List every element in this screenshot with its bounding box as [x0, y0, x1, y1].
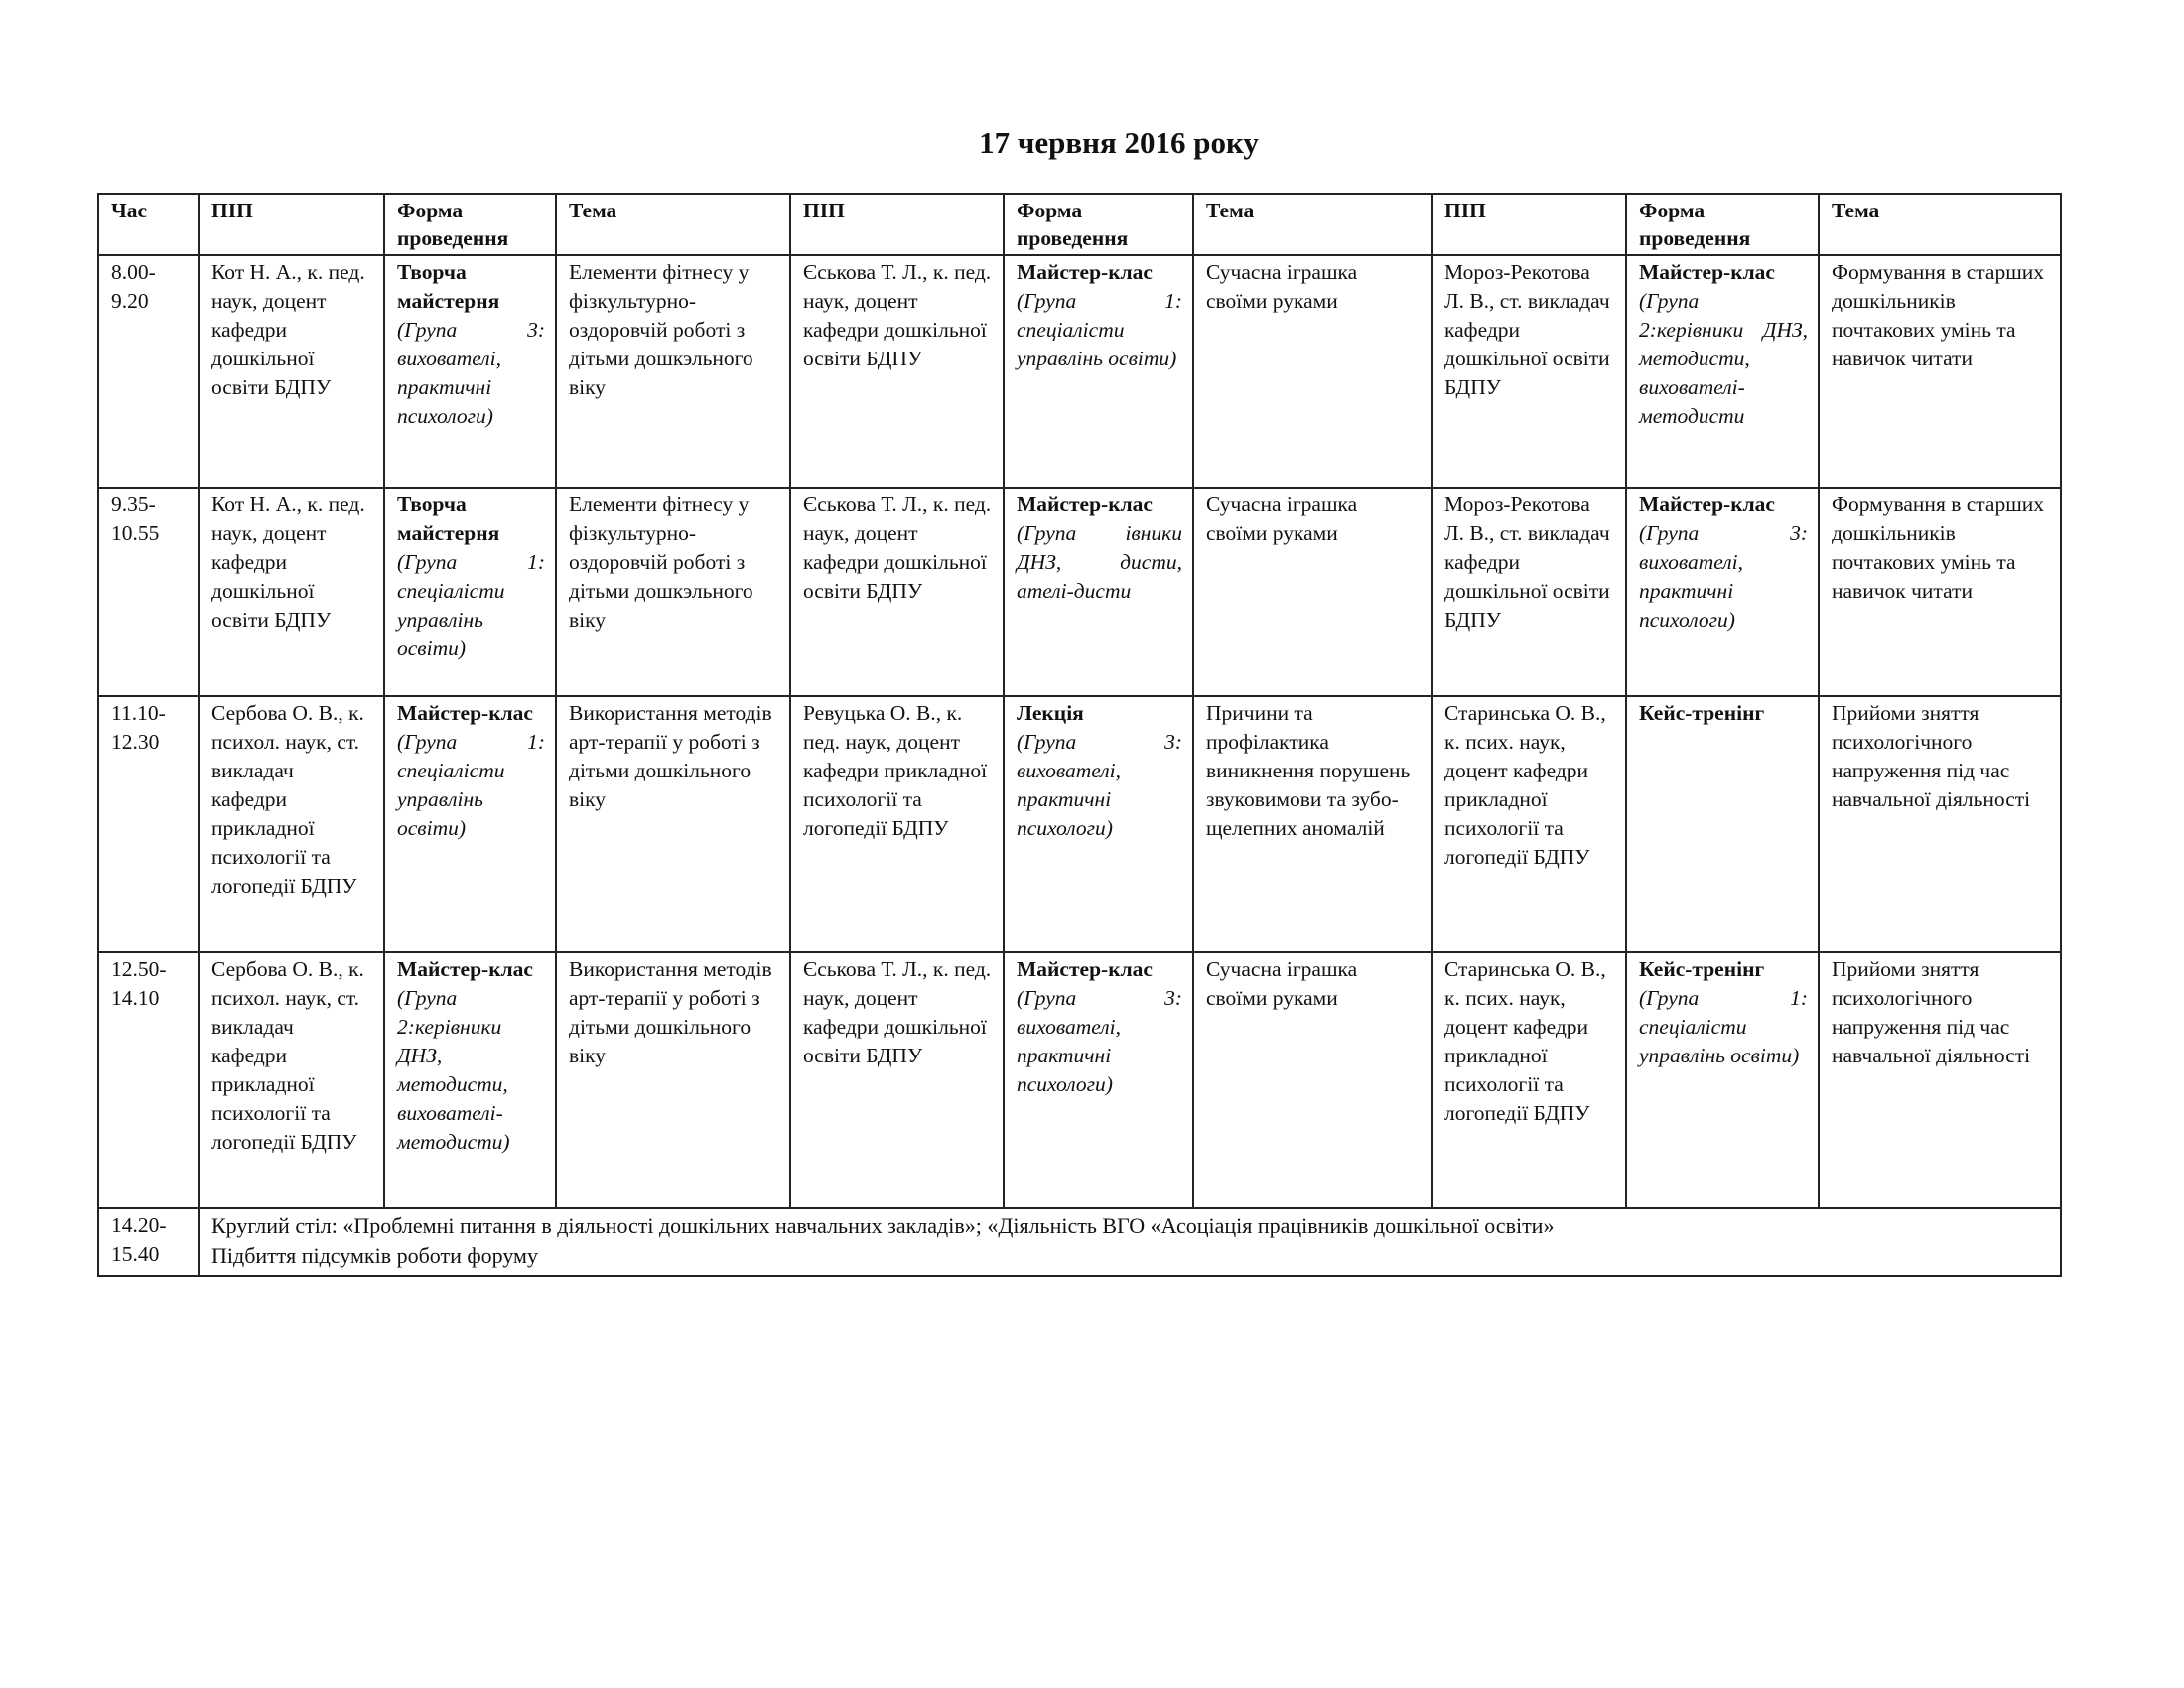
table-row: [98, 255, 2061, 488]
person-cell: Старинська О. В., к. псих. наук, доцент кафедри прикладної психології та логопедії БДПУ: [1432, 696, 1626, 952]
person-cell: Ревуцька О. В., к. пед. наук, доцент кафедри прикладної психології та логопедії БДПУ: [790, 696, 1004, 952]
person-cell: Старинська О. В., к. псих. наук, доцент кафедри прикладної психології та логопедії БДПУ: [1432, 952, 1626, 1208]
topic-cell: Прийоми зняття психологічного напруження під час навчальної діяльності: [1819, 952, 2061, 1208]
form-cell: [1004, 696, 1193, 952]
form-label: Майстер-клас: [1639, 492, 1775, 516]
header-row: [98, 194, 2061, 255]
header-cell: ПІП: [199, 194, 384, 255]
topic-cell: Елементи фітнесу у фізкультурно-оздоровчій роботі з дітьми дошкэльного віку: [556, 255, 790, 488]
group-label: (Група 2:керівники ДНЗ, методисти, вихователі-методисти): [397, 986, 510, 1154]
header-cell: Форма проведення: [1626, 194, 1819, 255]
group-label: (Група 1: спеціалісти управлінь освіти): [1639, 986, 1808, 1067]
person-cell: Мороз-Рекотова Л. В., ст. викладач кафедри дошкільної освіти БДПУ: [1432, 488, 1626, 696]
topic-cell: Використання методів арт-терапії у роботі з дітьми дошкільного віку: [556, 952, 790, 1208]
person-cell: Єськова Т. Л., к. пед. наук, доцент кафедри дошкільної освіти БДПУ: [790, 488, 1004, 696]
topic-cell: Формування в старших дошкільників почтакових умінь та навичок читати: [1819, 488, 2061, 696]
form-label: Майстер-клас: [1017, 260, 1153, 284]
group-label: (Група 1: спеціалісти управлінь освіти): [397, 730, 545, 840]
time-cell: 12.50-14.10: [98, 952, 199, 1208]
time-cell: 14.20-15.40: [98, 1208, 199, 1276]
table-row: [98, 488, 2061, 696]
group-label: (Група 1: спеціалісти управлінь освіти): [1017, 289, 1182, 370]
form-cell: [1004, 488, 1193, 696]
topic-cell: Сучасна іграшка своїми руками: [1193, 488, 1432, 696]
person-cell: Сербова О. В., к. психол. наук, ст. викладач кафедри прикладної психології та логопедії БДПУ: [199, 952, 384, 1208]
topic-cell: Сучасна іграшка своїми руками: [1193, 952, 1432, 1208]
topic-cell: Формування в старших дошкільників почтакових умінь та навичок читати: [1819, 255, 2061, 488]
form-cell: [384, 488, 556, 696]
form-label: Кейс-тренінг: [1639, 957, 1765, 981]
group-label: (Група 3: вихователі, практичні психологи): [1017, 986, 1182, 1096]
header-cell: Тема: [556, 194, 790, 255]
topic-cell: Причини та профілактика виникнення порушень звуковимови та зубо-щелепних аномалій: [1193, 696, 1432, 952]
topic-cell: Сучасна іграшка своїми руками: [1193, 255, 1432, 488]
form-label: Кейс-тренінг: [1639, 701, 1765, 725]
header-cell: Форма проведення: [1004, 194, 1193, 255]
form-cell: [1004, 255, 1193, 488]
form-cell: [1626, 696, 1819, 952]
person-cell: Сербова О. В., к. психол. наук, ст. викладач кафедри прикладної психології та логопедії БДПУ: [199, 696, 384, 952]
group-label: (Група 3: вихователі, практичні психологи): [1017, 730, 1182, 840]
time-cell: 9.35-10.55: [98, 488, 199, 696]
form-cell: [1626, 488, 1819, 696]
schedule-table: [97, 193, 2062, 1277]
person-cell: Кот Н. А., к. пед. наук, доцент кафедри дошкільної освіти БДПУ: [199, 488, 384, 696]
forum-summary: Підбиття підсумків роботи форуму: [211, 1243, 538, 1268]
closing-row: [98, 1208, 2061, 1276]
form-label: Майстер-клас: [397, 701, 533, 725]
form-cell: [1626, 255, 1819, 488]
form-cell: [1004, 952, 1193, 1208]
table-row: [98, 952, 2061, 1208]
group-label: (Група 1: спеціалісти управлінь освіти): [397, 550, 545, 660]
header-cell: Тема: [1193, 194, 1432, 255]
form-cell: [384, 696, 556, 952]
table-row: [98, 696, 2061, 952]
form-label: Майстер-клас: [397, 957, 533, 981]
form-label: Майстер-клас: [1639, 260, 1775, 284]
header-cell: Час: [98, 194, 199, 255]
form-label: Лекція: [1017, 701, 1084, 725]
person-cell: Єськова Т. Л., к. пед. наук, доцент кафедри дошкільної освіти БДПУ: [790, 952, 1004, 1208]
header-cell: Форма проведення: [384, 194, 556, 255]
time-cell: 8.00-9.20: [98, 255, 199, 488]
person-cell: Єськова Т. Л., к. пед. наук, доцент кафедри дошкільної освіти БДПУ: [790, 255, 1004, 488]
topic-cell: Використання методів арт-терапії у роботі з дітьми дошкільного віку: [556, 696, 790, 952]
topic-cell: Елементи фітнесу у фізкультурно-оздоровчій роботі з дітьми дошкэльного віку: [556, 488, 790, 696]
header-cell: ПІП: [790, 194, 1004, 255]
topic-cell: Прийоми зняття психологічного напруження під час навчальної діяльності: [1819, 696, 2061, 952]
form-label: Творча майстерня: [397, 492, 500, 545]
page-title: 17 червня 2016 року: [979, 125, 1259, 160]
person-cell: Мороз-Рекотова Л. В., ст. викладач кафедри дошкільної освіти БДПУ: [1432, 255, 1626, 488]
time-cell: 11.10-12.30: [98, 696, 199, 952]
form-cell: [384, 952, 556, 1208]
form-cell: [384, 255, 556, 488]
form-label: Майстер-клас: [1017, 957, 1153, 981]
round-table-cell: [199, 1208, 2061, 1276]
header-cell: Тема: [1819, 194, 2061, 255]
form-label: Творча майстерня: [397, 260, 500, 313]
group-label: (Група 3: вихователі, практичні психологи): [1639, 521, 1808, 632]
header-cell: ПІП: [1432, 194, 1626, 255]
form-label: Майстер-клас: [1017, 492, 1153, 516]
group-label: (Група 3: вихователі, практичні психологи): [397, 318, 545, 428]
form-cell: [1626, 952, 1819, 1208]
group-label: (Група івники ДНЗ, дисти, ателі-дисти: [1017, 521, 1182, 603]
person-cell: Кот Н. А., к. пед. наук, доцент кафедри дошкільної освіти БДПУ: [199, 255, 384, 488]
round-table-title: Круглий стіл: «Проблемні питання в діяльності дошкільних навчальних закладів»; «Діяльність ВГО «Асоціація працівників дошкільної освіти»: [211, 1213, 1555, 1238]
group-label: (Група 2:керівники ДНЗ, методисти, вихователі-методисти: [1639, 289, 1808, 428]
